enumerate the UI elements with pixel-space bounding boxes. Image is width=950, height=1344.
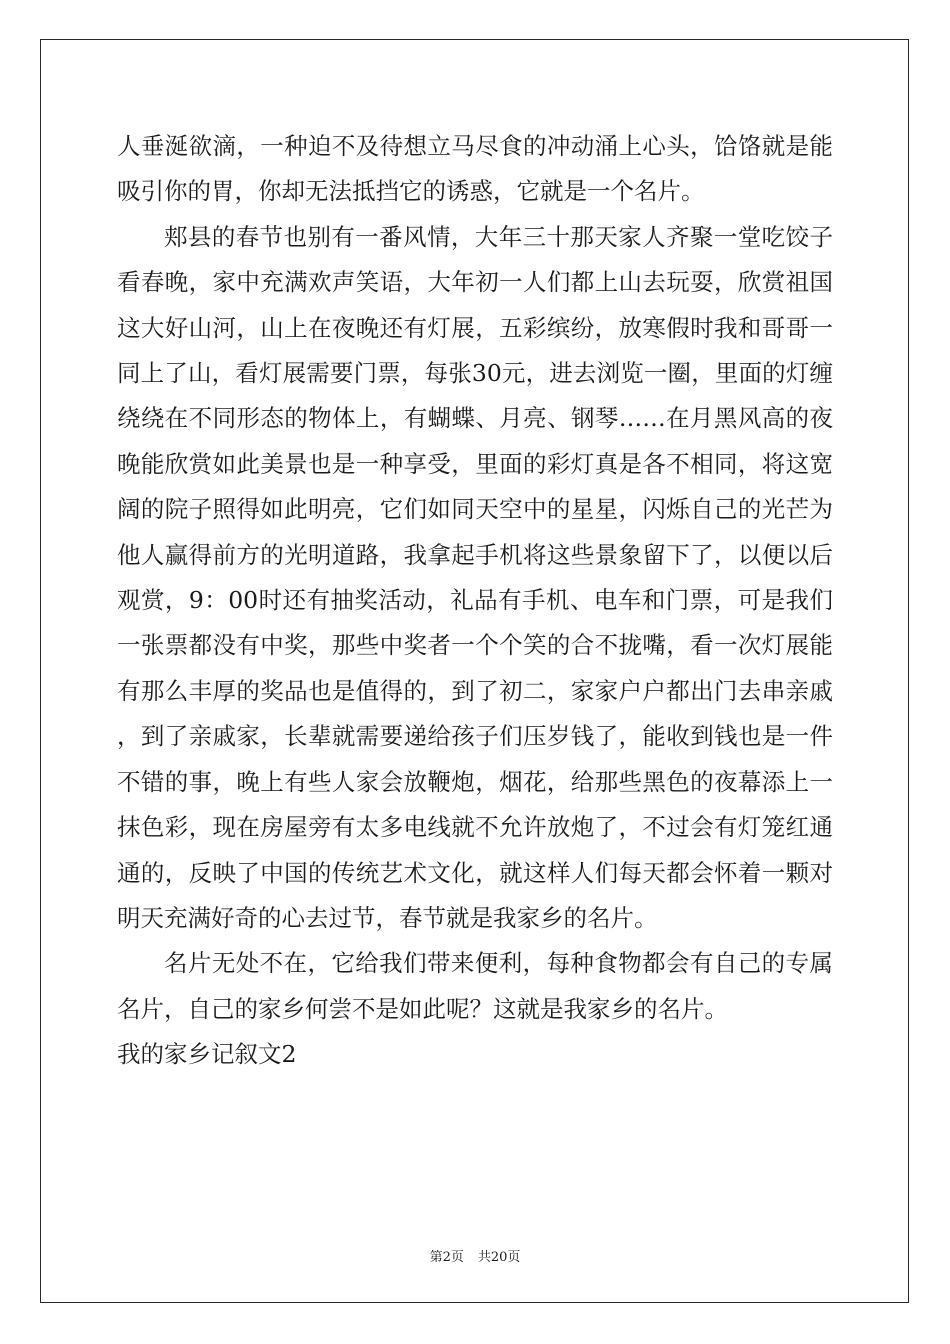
document-body (117, 124, 833, 1078)
paragraph-3: 名片无处不在，它给我们带来便利，每种食物都会有自己的专属名片，自己的家乡何尝不是如此呢？这就是我家乡的名片。 (117, 949, 833, 1023)
page-footer (0, 1246, 950, 1265)
page-number: 第2页 (429, 1250, 464, 1265)
paragraph-2: 郏县的春节也别有一番风情，大年三十那天家人齐聚一堂吃饺子看春晚，家中充满欢声笑语，大年初一人们都上山去玩耍，欣赏祖国这大好山河，山上在夜晚还有灯展，五彩缤纷，放寒假时我和哥哥一同上了山，看灯展需要门票，每张30元，进去浏览一圈，里面的灯缠绕绕在不同形态的物体上，有蝴蝶、月亮、钢琴……在月黑风高的夜晚能欣赏如此美景也是一种享受，里面的彩灯真是各不相同，将这宽阔的院子照得如此明亮，它们如同天空中的星星，闪烁自己的光芒为他人赢得前方的光明道路，我拿起手机将这些景象留下了，以便以后观赏，9：00时还有抽奖活动，礼品有手机、电车和门票，可是我们一张票都没有中奖，那些中奖者一个个笑的合不拢嘴，看一次灯展能有那么丰厚的奖品也是值得的，到了初二，家家户户都出门去串亲戚，到了亲戚家，长辈就需要递给孩子们压岁钱了，能收到钱也是一件不错的事，晚上有些人家会放鞭炮，烟花，给那些黑色的夜幕添上一抹色彩，现在房屋旁有太多电线就不允许放炮了，不过会有灯笼红通通的，反映了中国的传统艺术文化，就这样人们每天都会怀着一颗对明天充满好奇的心去过节，春节就是我家乡的名片。 (117, 222, 833, 932)
page-total: 共20页 (477, 1250, 521, 1265)
paragraph-1: 人垂涎欲滴，一种迫不及待想立马尽食的冲动涌上心头，饸饹就是能吸引你的胃，你却无法抵挡它的诱惑，它就是一个名片。 (117, 132, 833, 206)
section-heading: 我的家乡记叙文2 (117, 1040, 297, 1069)
